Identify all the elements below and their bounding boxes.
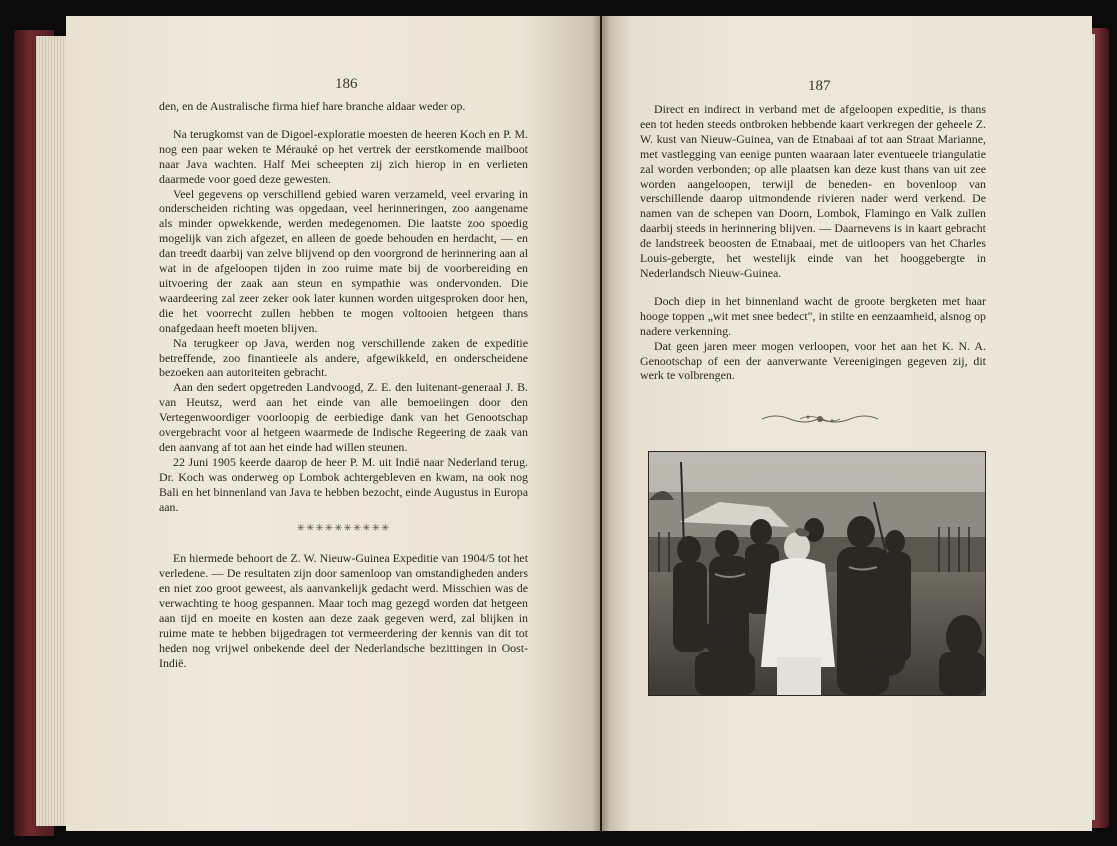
section-separator: ✳✳✳✳✳✳✳✳✳✳ [296, 523, 391, 535]
decorative-ornament [760, 412, 880, 426]
paragraph: Dat geen jaren meer mogen verloopen, voor het aan het K. N. A. Genootschap of een der aanverwante Vereenigingen gegeven zij, dit werk te volbrengen. [640, 338, 986, 383]
page-number-right: 187 [808, 78, 831, 94]
expedition-group-photograph [648, 451, 986, 696]
paragraph: Veel gegevens op verschillend gebied waren verzameld, veel ervaring in onderscheiden richting was opgedaan, veel herinneringen, zoo aangename als minder opwekkende, werden medegenomen. Die laatste zoo spoedig mogelijk van zich afgezet, en alleen de goede behouden en herdacht, — en dan treedt daarbij van zelve blijvend op den voorgrond de herinnering aan al wat in de afgeloopen tijden in zoo ruime mate bij de voorbereiding en uitvoering der zaak aan steun en sympathie was ondervonden. Die waardeering zal zeer zeker ook later kunnen worden uitgesproken door hen, die het voorrecht zullen hebben te mogen voltooien hetgeen thans onafgedaan heeft moeten blijven. [159, 186, 528, 335]
paragraph: Na terugkeer op Java, werden nog verschillende zaken de expeditie betreffende, zoo finantieele als andere, afgewikkeld, en onderscheidene bezoeken aan autoriteiten gebracht. [159, 335, 528, 380]
photograph-image [649, 452, 985, 695]
paragraph: Direct en indirect in verband met de afgeloopen expeditie, is thans een tot heden steeds ontbroken hebbende kaart verkregen der geheele Z. W. kust van Nieuw-Guinea, van de Etnabaai af tot aan Straat Marianne, met vastlegging van eenige punten waaraan later eventueele triangulatie zal worden verbonden; op alle plaatsen kan deze kust thans van uit zee worden aangeloopen, terwijl de beneden- en bovenloop van verschillende daarop uitmondende rivieren nader werd verkend. De namen van de schepen van Doorn, Lombok, Flamingo en Valk zullen daarbij steeds in herinnering blijven. — Daarnevens is in kaart gebracht de landstreek beoosten de Etnabaai, met de uitloopers van het Charles Louis-gebergte, het westelijk einde van het hooggebergte in Nederlandsch Nieuw-Guinea. [640, 102, 986, 280]
paragraph: En hiermede behoort de Z. W. Nieuw-Guinea Expeditie van 1904/5 tot het verledene. — De resultaten zijn door samenloop van omstandigheden anders en niet zoo groot geweest, als aanvankelijk gedacht werd. Misschien was de verwachting te hoog gespannen. Maar toch mag gezegd worden dat hetgeen aan tijd en moeite en kosten aan deze zaak gegeven werd, zal blijken in ruime mate te hebben bijgedragen tot vermeerdering der kennis van dit tot heden nog vrijwel onbekende deel der Nederlandsche bezittingen in Oost-Indië. [159, 551, 528, 670]
paragraph: 22 Juni 1905 keerde daarop de heer P. M. uit Indië naar Nederland terug. Dr. Koch was onderweg op Lombok achtergebleven en kwam, na ook nog Bali en het binnenland van Java te hebben bezocht, einde Augustus in Europa aan. [159, 454, 528, 514]
paragraph: den, en de Australische firma hief hare branche aldaar weder op. [159, 99, 466, 113]
paragraph: Doch diep in het binnenland wacht de groote bergketen met haar hooge toppen „wit met snee bedect", in stilte en eenzaamheid, alsnog op nadere verkenning. [640, 293, 986, 338]
page-number-left: 186 [335, 76, 358, 92]
paragraph: Na terugkomst van de Digoel-exploratie moesten de heeren Koch en P. M. nog een paar weken te Mérauké op het vertrek der eerstkomende mailboot naar Java wachten. Half Mei scheepten zij zich hierop in en verlieten daarmede voor goed deze gewesten. [159, 126, 528, 186]
left-page-text [159, 99, 528, 671]
right-page-text [640, 102, 986, 383]
paragraph: Aan den sedert opgetreden Landvoogd, Z. E. den luitenant-generaal J. B. van Heutsz, werd aan het einde van alle bemoeiingen door den Vertegenwoordiger voorloopig de eerbiedige dank van het Genootschap overgebracht voor al hetgeen waarmede de Indische Regeering de zaak van den aanvang af tot aan het einde had willen steunen. [159, 380, 528, 454]
book-gutter [592, 16, 610, 831]
